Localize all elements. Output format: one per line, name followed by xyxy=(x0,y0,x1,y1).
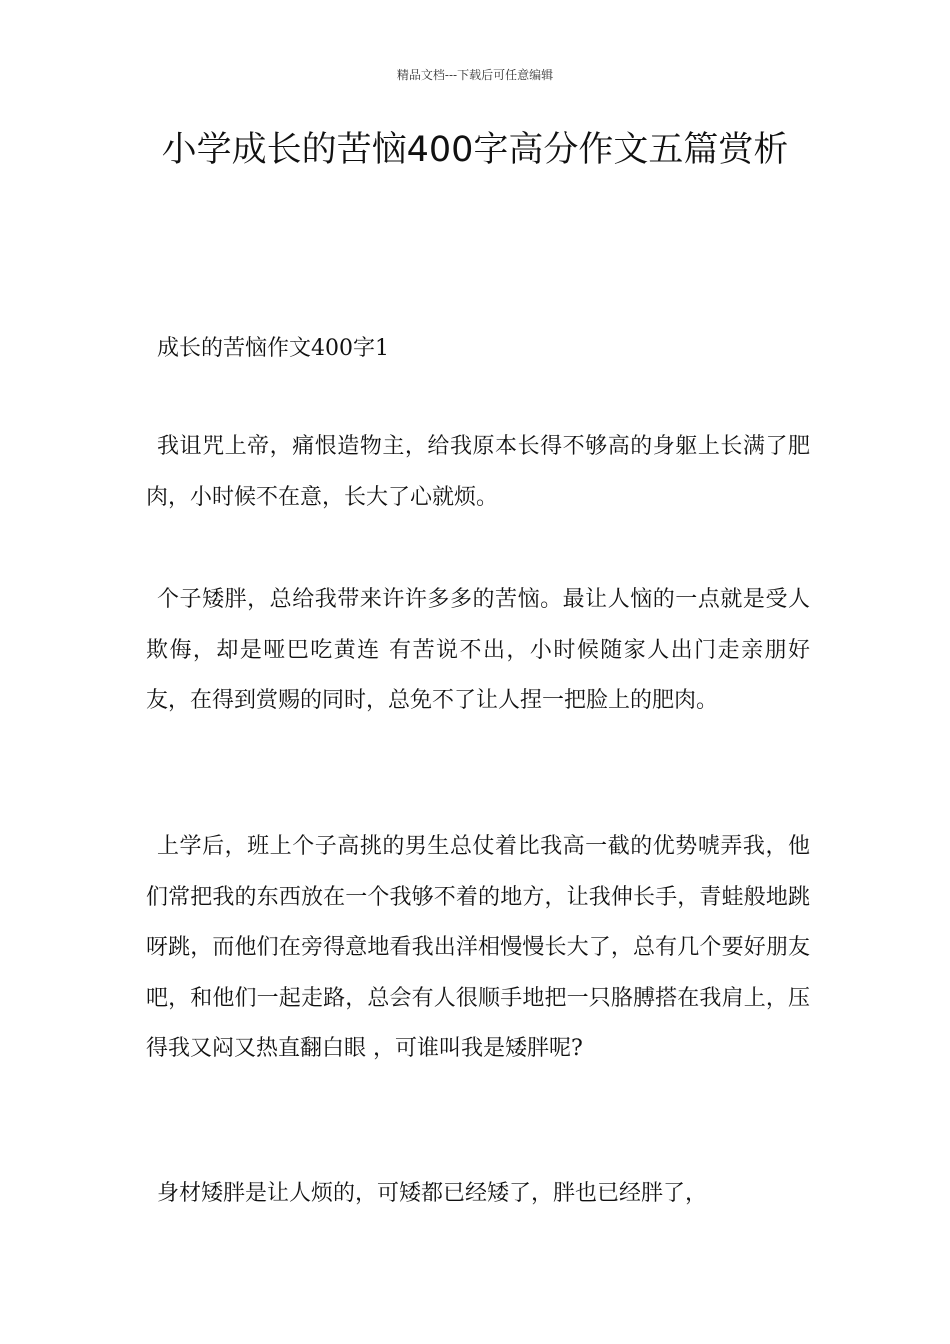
section-title: 成长的苦恼作文400字1 xyxy=(157,336,389,361)
paragraph-3: 上学后，班上个子高挑的男生总仗着比我高一截的优势唬弄我，他们常把我的东西放在一个我够不着的地方，让我伸长手，青蛙般地跳呀跳，而他们在旁得意地看我出洋相慢慢长大了，总有几个要好朋友吧，和他们一起走路，总会有人很顺手地把一只胳膊搭在我肩上，压得我又闷又热直翻白眼 ，可谁叫我是矮胖呢? xyxy=(146,834,810,1061)
header-note: 精品文档---下载后可任意编辑 xyxy=(396,68,554,82)
paragraph-4: 身材矮胖是让人烦的，可矮都已经矮了，胖也已经胖了， xyxy=(157,1181,708,1206)
paragraph-2: 个子矮胖，总给我带来许许多多的苦恼。最让人恼的一点就是受人欺侮，却是哑巴吃黄连 有苦说不出，小时候随家人出门走亲朋好友，在得到赏赐的同时，总免不了让人捏一把脸上的肥肉。 xyxy=(146,587,810,713)
document-title: 小学成长的苦恼400字高分作文五篇赏析 xyxy=(161,130,789,170)
paragraph-1: 我诅咒上帝，痛恨造物主，给我原本长得不够高的身躯上长满了肥肉，小时候不在意，长大了心就烦。 xyxy=(146,434,810,510)
